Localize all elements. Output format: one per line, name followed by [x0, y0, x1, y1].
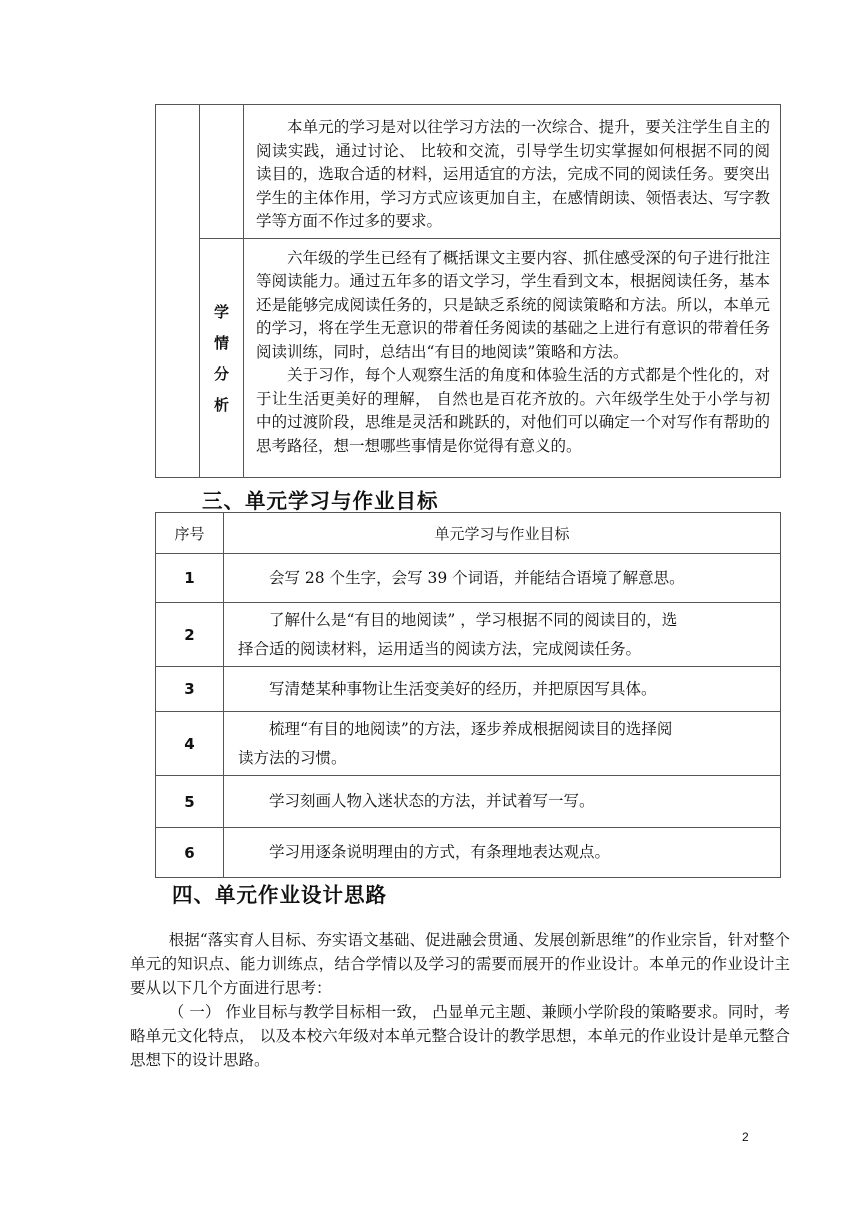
goal-text: 学习用逐条说明理由的方式，有条理地表达观点。 [224, 828, 781, 878]
section-4-body [130, 928, 790, 1072]
analysis-row-content [244, 105, 781, 239]
goal-text: 写清楚某种事物让生活变美好的经历，并把原因写具体。 [224, 667, 781, 712]
goal-number: 3 [156, 667, 224, 712]
goal-number: 5 [156, 776, 224, 828]
student-analysis-paragraph-2: 关于习作，每个人观察生活的角度和体验生活的方式都是个性化的，对于让生活更美好的理解， 自然也是百花齐放的。六年级学生处于小学与初中的过渡阶段，思维是灵活和跳跃的，对他们可以确定一个对写作有帮助的思考路径，想一想哪些事情是你觉得有意义的。 [256, 366, 770, 455]
goals-header-number: 序号 [156, 513, 224, 554]
table-label-cell-empty [200, 105, 244, 239]
page-number: 2 [742, 1130, 749, 1144]
goal-text: 会写 28 个生字，会写 39 个词语，并能结合语境了解意思。 [224, 554, 781, 603]
student-analysis-content [244, 238, 781, 478]
goals-header-goal: 单元学习与作业目标 [224, 513, 781, 554]
label-char: 分 [213, 364, 229, 383]
goal-text: 学习刻画人物入迷状态的方法，并试着写一写。 [224, 776, 781, 828]
label-char: 情 [213, 333, 229, 352]
analysis-paragraph: 本单元的学习是对以往学习方法的一次综合、提升，要关注学生自主的阅读实践，通过讨论、 比较和交流，引导学生切实掌握如何根据不同的阅读目的，选取合适的材料，运用适宜的方法，完成不同的阅读任务。要突出学生的主体作用，学习方式应该更加自主，在感情朗读、领悟表达、写字教学等方面不作过多的要求。 [256, 118, 770, 230]
learning-analysis-table [155, 104, 781, 478]
student-analysis-label-cell [200, 238, 244, 478]
student-analysis-paragraph-1: 六年级的学生已经有了概括课文主要内容、抓住感受深的句子进行批注等阅读能力。通过五年多的语文学习，学生看到文本，根据阅读任务，基本还是能够完成阅读任务的，只是缺乏系统的阅读策略和方法。所以，本单元的学习，将在学生无意识的带着任务阅读的基础之上进行有意识的带着任务阅读训练，同时，总结出“有目的地阅读”策略和方法。 [256, 248, 770, 361]
label-char: 析 [213, 395, 229, 414]
table-blank-column [156, 105, 200, 478]
goal-text: 了解什么是“有目的地阅读” ，学习根据不同的阅读目的，选 择合适的阅读材料，运用适当的阅读方法，完成阅读任务。 [224, 603, 781, 667]
body-paragraph-2: （ 一） 作业目标与教学目标相一致， 凸显单元主题、兼顾小学阶段的策略要求。同时，考略单元文化特点， 以及本校六年级对本单元整合设计的教学思想，本单元的作业设计是单元整合思想下的设计思路。 [130, 1003, 790, 1069]
section-4-heading: 四、单元作业设计思路 [172, 883, 387, 907]
label-char: 学 [213, 302, 229, 321]
goal-number: 4 [156, 712, 224, 776]
goal-number: 6 [156, 828, 224, 878]
goal-number: 1 [156, 554, 224, 603]
goals-table [155, 512, 781, 878]
section-3-heading: 三、单元学习与作业目标 [202, 489, 439, 513]
goal-number: 2 [156, 603, 224, 667]
goal-text: 梳理“有目的地阅读”的方法，逐步养成根据阅读目的选择阅 读方法的习惯。 [224, 712, 781, 776]
body-paragraph-1: 根据“落实育人目标、夯实语文基础、促进融会贯通、发展创新思维”的作业宗旨，针对整个单元的知识点、能力训练点，结合学情以及学习的需要而展开的作业设计。本单元的作业设计主要从以下几个方面进行思考： [130, 931, 790, 997]
